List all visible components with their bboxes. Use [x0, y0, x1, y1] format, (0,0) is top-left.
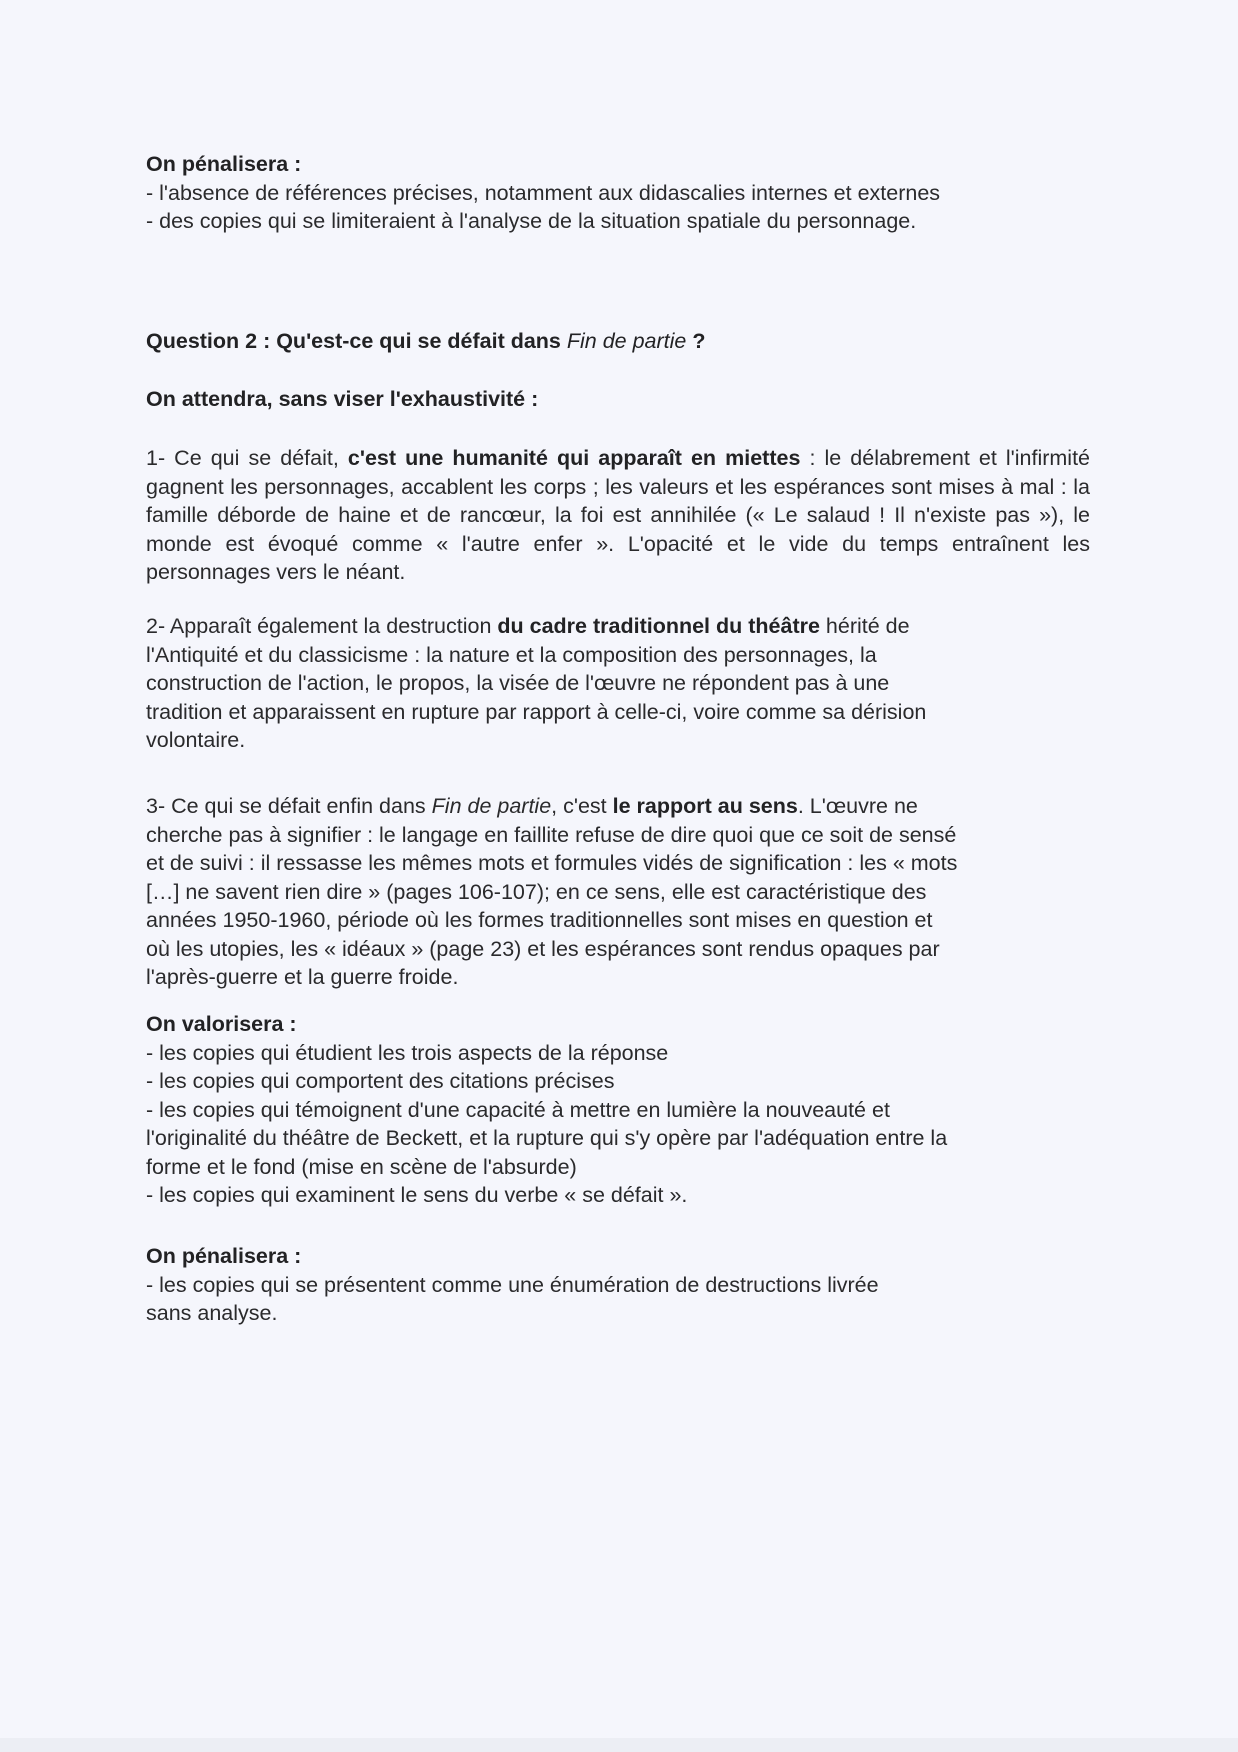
- point-2-line-end: hérité de: [819, 614, 910, 638]
- valued-item: - les copies qui examinent le sens du verbe « se défait ».: [146, 1183, 688, 1207]
- expectations-heading-block: [146, 385, 538, 414]
- point-3-line: cherche pas à signifier : le langage en faillite refuse de dire quoi que ce soit de sensé: [146, 822, 957, 847]
- answer-point-2: [146, 612, 1090, 755]
- valued-item: - les copies qui témoignent d'une capacité à mettre en lumière la nouveauté et: [146, 1097, 890, 1122]
- point-2-line: construction de l'action, le propos, la visée de l'œuvre ne répondent pas à une: [146, 671, 890, 695]
- question-2-heading: [146, 327, 1106, 356]
- answer-point-1: [146, 444, 1090, 587]
- point-3-line: années 1950-1960, période où les formes traditionnelles sont mises en question et: [146, 908, 933, 932]
- penalty-item: - les copies qui se présentent comme une énumération de destructions livrée: [146, 1272, 879, 1297]
- point-3-line: où les utopies, les « idéaux » (page 23) et les espérances sont rendus opaques par: [146, 936, 940, 961]
- point-1-intro: 1- Ce qui se défait,: [146, 446, 348, 470]
- valued-item: l'originalité du théâtre de Beckett, et la rupture qui s'y opère par l'adéquation entre la: [146, 1126, 948, 1150]
- point-1-body: : le délabrement et l'infirmité gagnent les personnages, accablent les corps ; les valeurs et les espérances sont mises à mal : la famille déborde de haine et de rancœur, la foi est annihilée (« Le salaud ! Il n'existe pas »), le monde est évoqué comme « l'autre enfer ». L'opacité et le vide du temps entraînent les personnages vers le néant.: [146, 446, 1090, 584]
- point-2-line: tradition et apparaissent en rupture par rapport à celle-ci, voire comme sa dérision: [146, 699, 927, 724]
- point-3-line: et de suivi : il ressasse les mêmes mots et formules vidés de signification : les « mots: [146, 851, 958, 875]
- valued-item: forme et le fond (mise en scène de l'absurde): [146, 1154, 577, 1179]
- point-2-key-idea: du cadre traditionnel du théâtre: [497, 614, 820, 638]
- point-3-line: […] ne savent rien dire » (pages 106-107); en ce sens, elle est caractéristique des: [146, 879, 927, 904]
- point-3-title: Fin de partie: [431, 794, 552, 818]
- question-2-suffix: ?: [686, 329, 706, 353]
- penalties-heading: On pénalisera :: [146, 1244, 302, 1268]
- penalty-item: sans analyse.: [146, 1301, 278, 1325]
- point-3-line: l'après-guerre et la guerre froide.: [146, 965, 459, 989]
- valued-section: [146, 1010, 1106, 1210]
- point-3-key-idea: le rapport au sens: [612, 794, 798, 818]
- penalty-item: - l'absence de références précises, notamment aux didascalies internes et externes: [146, 180, 941, 205]
- valued-item: - les copies qui comportent des citations précises: [146, 1069, 615, 1093]
- valued-item: - les copies qui étudient les trois aspects de la réponse: [146, 1040, 669, 1065]
- point-3-mid: , c'est: [551, 794, 613, 818]
- answer-point-3: [146, 792, 1090, 992]
- question-2-prefix: Question 2 : Qu'est-ce qui se défait dans: [146, 329, 567, 353]
- penalties-section-2: [146, 1242, 1106, 1328]
- valued-heading: On valorisera :: [146, 1012, 297, 1036]
- point-3-intro: 3- Ce qui se défait enfin dans: [146, 794, 432, 818]
- penalty-item: - des copies qui se limiteraient à l'analyse de la situation spatiale du personnage.: [146, 209, 917, 233]
- point-1-key-idea: c'est une humanité qui apparaît en miettes: [347, 446, 801, 470]
- penalties-heading: On pénalisera :: [146, 152, 302, 176]
- question-2-title: Fin de partie: [566, 329, 687, 353]
- scan-bottom-edge: [0, 1738, 1238, 1752]
- penalties-section-1: [146, 150, 940, 236]
- expectations-heading: On attendra, sans viser l'exhaustivité :: [146, 387, 539, 411]
- point-2-line: volontaire.: [146, 728, 246, 752]
- point-2-line: l'Antiquité et du classicisme : la nature et la composition des personnages, la: [146, 642, 877, 667]
- point-2-intro: 2- Apparaît également la destruction: [146, 614, 498, 638]
- point-3-line-end: . L'œuvre ne: [797, 794, 918, 818]
